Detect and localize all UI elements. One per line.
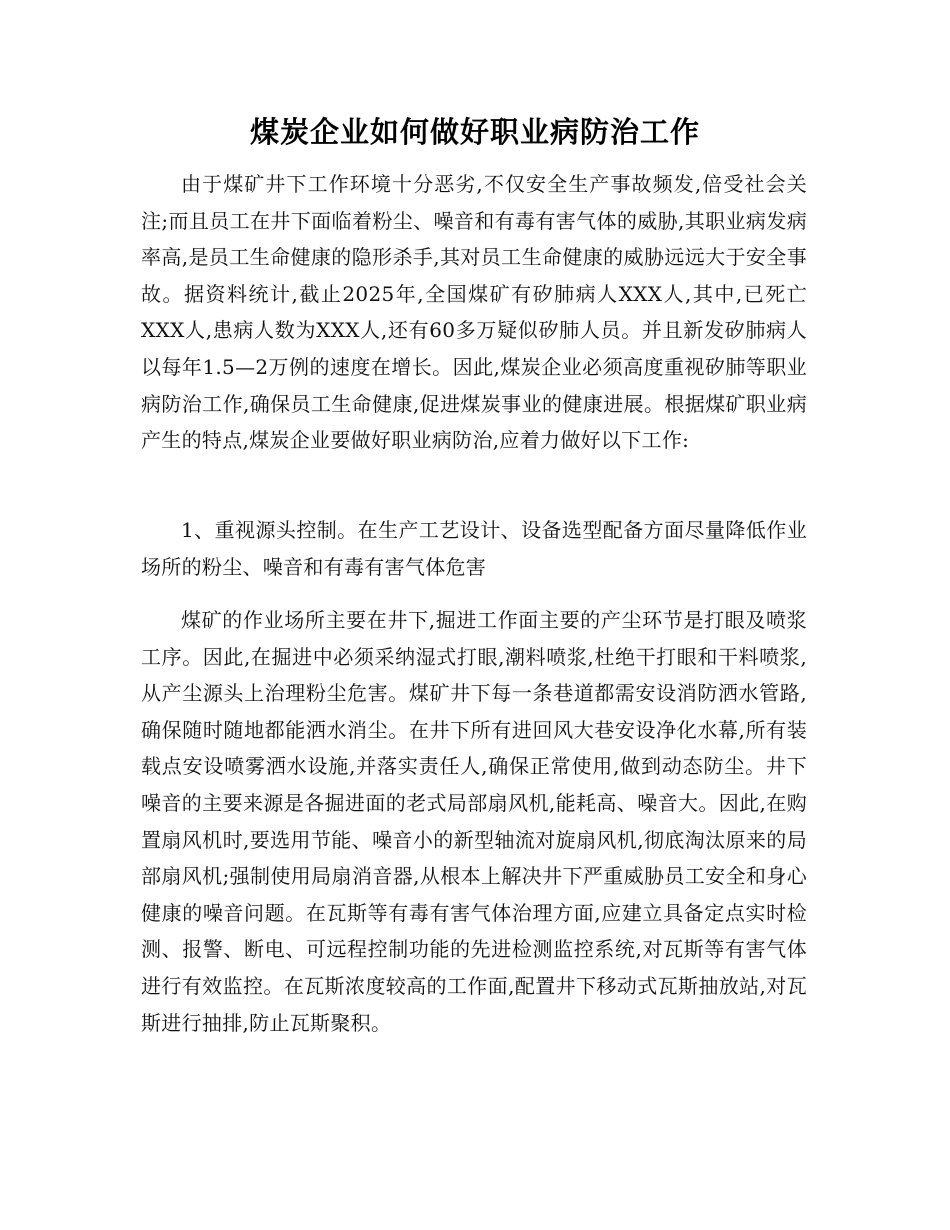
section-heading-paragraph: 1、重视源头控制。在生产工艺设计、设备选型配备方面尽量降低作业场所的粉尘、噪音和有毒有害气体危害 xyxy=(141,518,807,579)
intro-paragraph: 由于煤矿井下工作环境十分恶劣,不仅安全生产事故频发,倍受社会关注;而且员工在井下面临着粉尘、噪音和有毒有害气体的威胁,其职业病发病率高,是员工生命健康的隐形杀手,其对员工生命健康的威胁远远大于安全事故。据资料统计,截止2025年,全国煤矿有矽肺病人XXX人,其中,已死亡XXX人,患病人数为XXX人,还有60多万疑似矽肺人员。并且新发矽肺病人以每年1.5—2万例的速度在增长。因此,煤炭企业必须高度重视矽肺等职业病防治工作,确保员工生命健康,促进煤炭事业的健康进展。根据煤矿职业病产生的特点,煤炭企业要做好职业病防治,应着力做好以下工作: xyxy=(141,172,807,453)
document-title: 煤炭企业如何做好职业病防治工作 xyxy=(249,115,700,149)
body-paragraph: 煤矿的作业场所主要在井下,掘进工作面主要的产尘环节是打眼及喷浆工序。因此,在掘进中必须采纳湿式打眼,潮料喷浆,杜绝干打眼和干料喷浆,从产尘源头上治理粉尘危害。煤矿井下每一条巷道都需安设消防洒水管路,确保随时随地都能洒水消尘。在井下所有进回风大巷安设净化水幕,所有装载点安设喷雾洒水设施,并落实责任人,确保正常使用,做到动态防尘。井下噪音的主要来源是各掘进面的老式局部扇风机,能耗高、噪音大。因此,在购置扇风机时,要选用节能、噪音小的新型轴流对旋扇风机,彻底淘汰原来的局部扇风机;强制使用局扇消音器,从根本上解决井下严重威胁员工安全和身心健康的噪音问题。在瓦斯等有毒有害气体治理方面,应建立具备定点实时检测、报警、断电、可远程控制功能的先进检测监控系统,对瓦斯等有害气体进行有效监控。在瓦斯浓度较高的工作面,配置井下移动式瓦斯抽放站,对瓦斯进行抽排,防止瓦斯聚积。 xyxy=(141,608,807,1035)
